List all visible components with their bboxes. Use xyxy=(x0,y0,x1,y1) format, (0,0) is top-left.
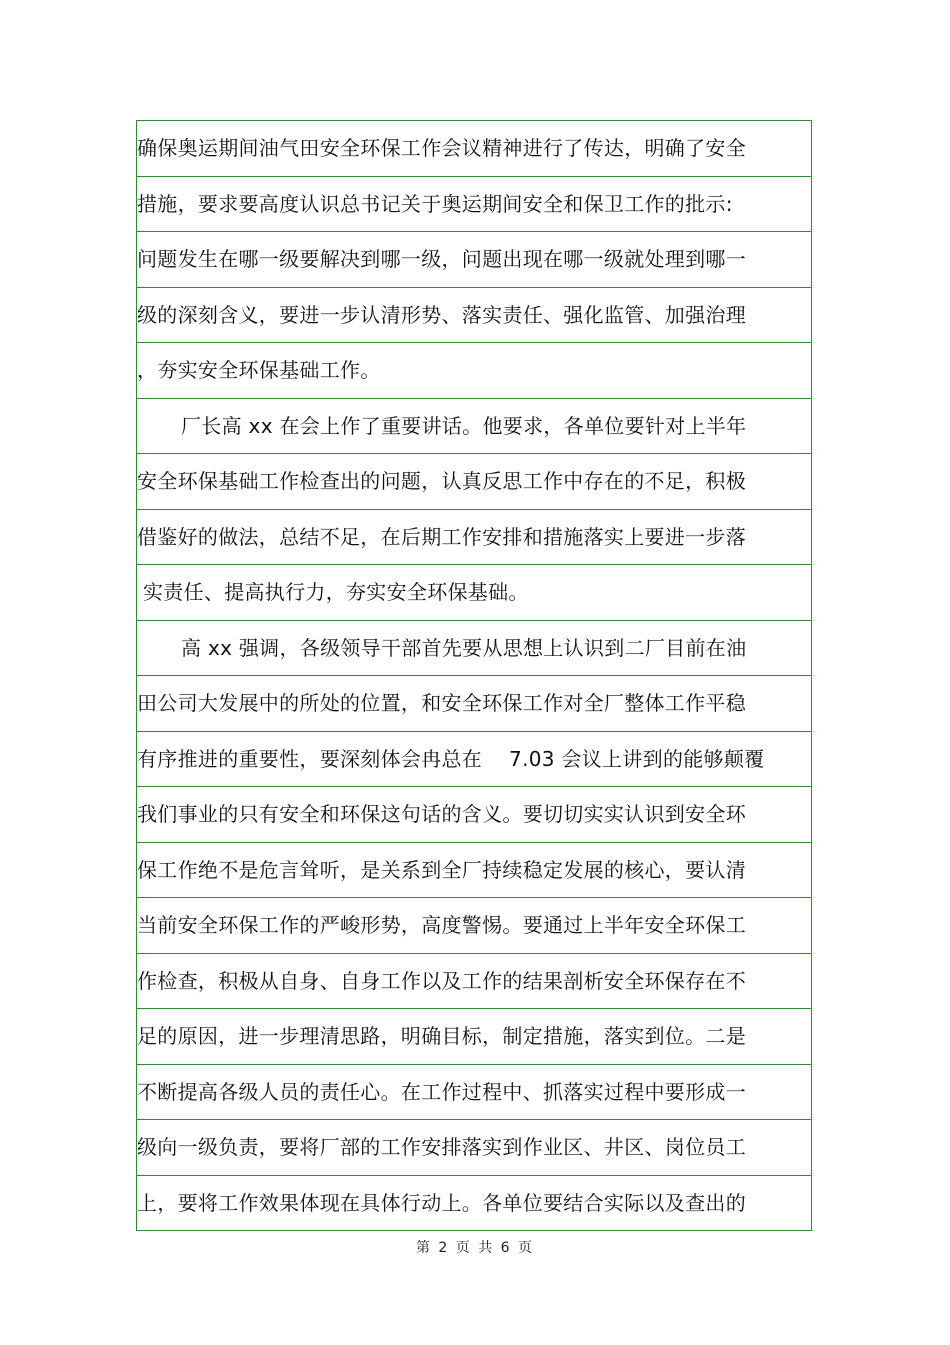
text-line: 级向一级负责，要将厂部的工作安排落实到作业区、井区、岗位员工 xyxy=(137,1120,811,1176)
text-line: ，夯实安全环保基础工作。 xyxy=(137,343,811,399)
text-line: 问题发生在哪一级要解决到哪一级，问题出现在哪一级就处理到哪一 xyxy=(137,232,811,288)
page-number: 第 2 页 共 6 页 xyxy=(415,1240,535,1256)
text-line: 田公司大发展中的所处的位置，和安全环保工作对全厂整体工作平稳 xyxy=(137,676,811,732)
text-line: 级的深刻含义，要进一步认清形势、落实责任、强化监管、加强治理 xyxy=(137,288,811,344)
text-line: 实责任、提高执行力，夯实安全环保基础。 xyxy=(137,565,811,621)
text-line: 我们事业的只有安全和环保这句话的含义。要切切实实认识到安全环 xyxy=(137,787,811,843)
text-line: 安全环保基础工作检查出的问题，认真反思工作中存在的不足，积极 xyxy=(137,454,811,510)
text-line: 借鉴好的做法，总结不足，在后期工作安排和措施落实上要进一步落 xyxy=(137,510,811,566)
text-line: 有序推进的重要性，要深刻体会冉总在 7.03 会议上讲到的能够颠覆 xyxy=(137,732,811,788)
text-line: 措施，要求要高度认识总书记关于奥运期间安全和保卫工作的批示: xyxy=(137,177,811,233)
text-line: 高 xx 强调，各级领导干部首先要从思想上认识到二厂目前在油 xyxy=(137,621,811,677)
document-body xyxy=(136,120,812,1231)
text-line: 保工作绝不是危言耸听，是关系到全厂持续稳定发展的核心，要认清 xyxy=(137,843,811,899)
text-line: 确保奥运期间油气田安全环保工作会议精神进行了传达，明确了安全 xyxy=(137,121,811,177)
text-line: 足的原因，进一步理清思路，明确目标，制定措施，落实到位。二是 xyxy=(137,1009,811,1065)
text-line: 厂长高 xx 在会上作了重要讲话。他要求，各单位要针对上半年 xyxy=(137,399,811,455)
text-line: 上，要将工作效果体现在具体行动上。各单位要结合实际以及查出的 xyxy=(137,1190,746,1215)
text-line: 当前安全环保工作的严峻形势，高度警惕。要通过上半年安全环保工 xyxy=(137,898,811,954)
text-line: 不断提高各级人员的责任心。在工作过程中、抓落实过程中要形成一 xyxy=(137,1065,811,1121)
text-line: 作检查，积极从自身、自身工作以及工作的结果剖析安全环保存在不 xyxy=(137,954,811,1010)
